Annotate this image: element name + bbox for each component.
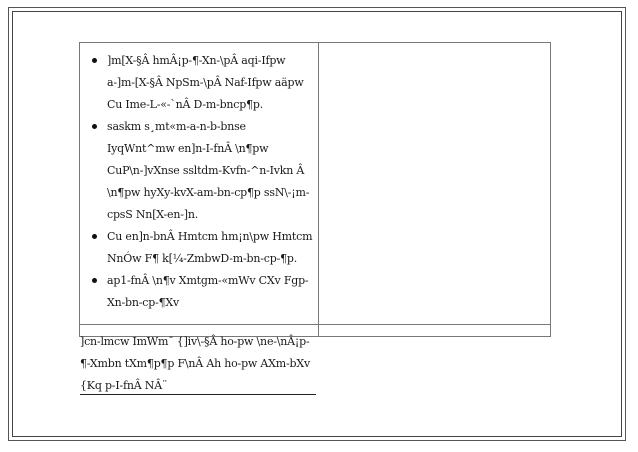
- bullet-item: [88, 116, 314, 226]
- table-row-divider: [79, 324, 551, 325]
- bullet-text: ]m[X-§Â hmÂ¡p-¶-Xn-\pÂ aqi-Ifpw a-]m-[X-§Â NpSm-\pÂ Naf-Ifpw aäpw Cu Ime-L-«-`nÂ D-m-bncp¶p.: [107, 54, 304, 111]
- bullet-list: [88, 50, 314, 314]
- bullet-text: Cu en]n-bnÂ Hmtcm hm¡n\pw Hmtcm NnÓw F¶ k[¼-ZmbwD-m-bn-cp-¶p.: [107, 230, 313, 265]
- bullet-text: ap1-fnÂ \n¶v Xmtgm-«mWv CXv Fgp-Xn-bn-cp-¶Xv: [107, 274, 309, 309]
- footnote-rule: [80, 394, 316, 395]
- bullet-dot-icon: [92, 234, 97, 239]
- paragraph-text: ]cn-lmcw ImWm¯ {]iv\-§Â ho-pw \ne-\nÂ¡p-¶-Xmbn tXm¶p¶p F\nÂ Ah ho-pw AXm-bXv {Kq p-I-fnÂ NÂ¨: [80, 335, 311, 392]
- bullet-dot-icon: [92, 124, 97, 129]
- table-column-divider: [318, 42, 319, 337]
- bullet-dot-icon: [92, 58, 97, 63]
- bullet-item: [88, 50, 314, 116]
- bullet-item: [88, 270, 314, 314]
- bullet-item: [88, 226, 314, 270]
- bullet-text: saskm s¸mt«m-a-n-b-bnse IyqWnt^mw en]n-I-fnÂ \n¶pw CuP\n-]vXnse ssltdm-Kvfn-^n-Ivkn Â \n¶pw hyXy-kvX-am-bn-cp¶p ssN\-¡m-cpsS Nn[X-en-]n.: [107, 120, 310, 221]
- bullet-dot-icon: [92, 278, 97, 283]
